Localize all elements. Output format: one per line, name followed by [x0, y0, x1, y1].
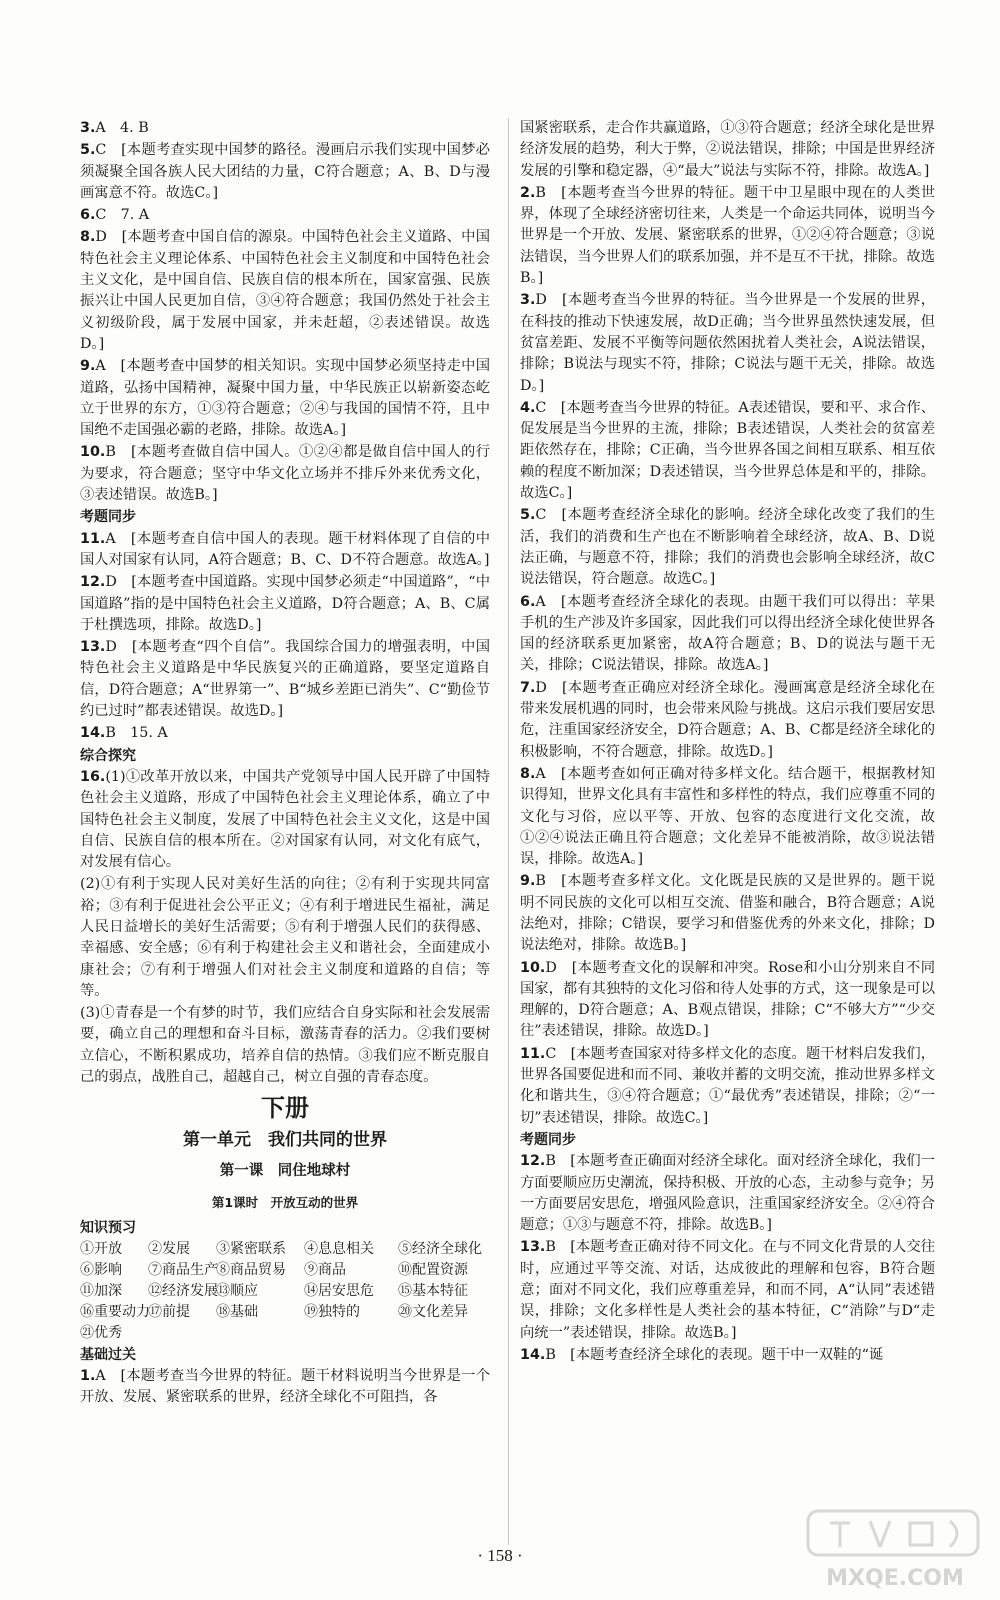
knowledge-item: ⑤经济全球化: [398, 1240, 482, 1257]
knowledge-item: ⑦商品生产: [148, 1261, 218, 1278]
period-title: 第1课时 开放互动的世界: [211, 1195, 359, 1211]
question-number: 7.: [520, 679, 536, 696]
knowledge-item: ⑲独特的: [304, 1303, 360, 1320]
answer-paragraph: [80, 1003, 490, 1088]
answer-paragraph: [520, 871, 935, 956]
answer-paragraph: [520, 1044, 935, 1129]
answer-paragraph: [80, 723, 490, 744]
answer-paragraph: [80, 356, 490, 441]
answer-paragraph: [520, 290, 935, 396]
question-number: 2.: [520, 184, 536, 201]
knowledge-preview-grid: [80, 1239, 490, 1344]
answer-text: B 15. A: [105, 725, 168, 742]
knowledge-item: ㉑优秀: [80, 1324, 122, 1341]
knowledge-item: ⑭居安思危: [304, 1282, 374, 1299]
answer-paragraph: [520, 505, 935, 590]
watermark-logo: [800, 1505, 990, 1595]
answer-text: D [本题考查文化的误解和冲突。Rose和小山分别来自不同国家，都有其独特的文化习俗和待人处事的方式，这一现象是可以理解的，D符合题意；A、B观点错误，排除；C“不够大方”“少交往”表述错误，排除。故选D。]: [520, 959, 935, 1040]
knowledge-item: ③紧密联系: [216, 1240, 286, 1257]
answer-paragraph: [80, 572, 490, 636]
section-heading: 知识预习: [80, 1219, 136, 1236]
answer-text: D [本题考查“四个自信”。我国综合国力的增强表明，中国特色社会主义道路是中华民族复兴的正确道路，要坚定道路自信，D符合题意；A“世界第一”、B“城乡差距已消失”、C“勤俭节约已过时”都表述错误。故选D。]: [80, 639, 490, 720]
page-number: · 158 ·: [477, 1546, 523, 1565]
question-number: 11.: [520, 1045, 546, 1062]
knowledge-item: ⑩配置资源: [398, 1261, 468, 1278]
question-number: 8.: [520, 765, 536, 782]
knowledge-item: ⑰前提: [148, 1303, 190, 1320]
answer-text: A [本题考查如何正确对待多样文化。结合题干，根据教材知识得知，世界文化具有丰富性和多样性的特点，我们应尊重不同的文化与习俗，应以平等、开放、包容的态度进行文化交流，故①②④说法正确且符合题意；文化差异不能被消除，故③说法错误，排除。故选A。]: [520, 765, 935, 868]
answer-paragraph: [80, 118, 490, 139]
answer-text: D [本题考查正确应对经济全球化。漫画寓意是经济全球化在带来发展机遇的同时，也会带来风险与挑战。这启示我们要居安思危，注重国家经济安全，D符合题意；A、B、C都是经济全球化的积极影响，不符合题意，排除。故选D。]: [520, 679, 935, 760]
question-number: 10.: [520, 959, 546, 976]
section-heading: 综合探究: [80, 747, 136, 764]
section-heading: 基础过关: [80, 1346, 136, 1363]
knowledge-item: ②发展: [148, 1240, 190, 1257]
question-number: 8.: [80, 229, 96, 246]
answer-paragraph: [80, 529, 490, 572]
answer-paragraph: [520, 118, 935, 182]
answer-paragraph: [80, 227, 490, 355]
question-number: 13.: [520, 1239, 546, 1256]
answer-paragraph: [520, 958, 935, 1043]
knowledge-item: ⑳文化差异: [398, 1303, 468, 1320]
answer-text: (2)①有利于实现人民对美好生活的向往；②有利于实现共同富裕；③有利于促进社会公平正义；④有利于增进民生福祉，满足人民日益增长的美好生活需要；⑤有利于增强人民们的获得感、幸福感、安全感；⑥有利于构建社会主义和谐社会，全面建成小康社会；⑦有利于增强人们对社会主义制度和道路的自信；等等。: [80, 876, 490, 999]
answer-paragraph: [520, 678, 935, 763]
knowledge-item: ⑥影响: [80, 1261, 122, 1278]
knowledge-item: ⑨商品: [304, 1261, 346, 1278]
answer-text: B [本题考查正确面对经济全球化。面对经济全球化，我们一方面要顺应历史潮流，保持积极、开放的心态，主动参与竞争；另一方面要居安思危，增强风险意识，注重国家经济安全。②④符合题意；①③与题意不符，排除。故选B。]: [520, 1153, 935, 1234]
question-number: 11.: [80, 530, 106, 547]
answer-paragraph: [80, 140, 490, 204]
answer-text: D [本题考查中国道路。实现中国梦必须走“中国道路”，“中国道路”指的是中国特色社会主义道路，D符合题意；A、B、C属于杜撰选项，排除。故选D。]: [80, 574, 490, 633]
question-number: 3.: [80, 120, 96, 136]
left-column: [80, 118, 490, 1410]
question-number: 5.: [520, 507, 536, 524]
answer-text: A [本题考查自信中国人的表现。题干材料体现了自信的中国人对国家有认同，A符合题意；B、C、D不符合题意。故选A。]: [80, 530, 490, 568]
answer-text: 国紧密联系，走合作共赢道路，①③符合题意；经济全球化是世界经济发展的趋势，利大于弊，②说法错误，排除；中国是世界经济发展的引擎和稳定器，④“最大”说法与实际不符，排除。故选A。]: [520, 120, 935, 179]
answer-paragraph: [520, 592, 935, 677]
knowledge-item: ①开放: [80, 1240, 122, 1257]
answer-text: B [本题考查正确对待不同文化。在与不同文化背景的人交往时，应通过平等交流、对话，达成彼此的理解和包容，B符合题意；面对不同文化，我们应尊重差异，和而不同，A“认同”表述错误，排除；文化多样性是人类社会的基本特征，C“消除”与D“走向统一”表述错误，排除。故选B。]: [520, 1239, 935, 1341]
answer-paragraph: [80, 637, 490, 722]
unit-title: 第一单元 我们共同的世界: [183, 1129, 387, 1150]
answer-text: D [本题考查中国自信的源泉。中国特色社会主义道路、中国特色社会主义理论体系、中国特色社会主义制度和中国特色社会主义文化，是中国自信、民族自信的根本所在，国家富强、民族振兴让中国人民更加自信，③④符合题意；我国仍然处于社会主义初级阶段，属于发展中国家，并未赶超，②表述错误。故选D。]: [80, 229, 490, 352]
knowledge-item: ⑯重要动力: [80, 1303, 150, 1320]
answer-paragraph: [520, 1345, 935, 1366]
question-number: 16.: [80, 768, 106, 785]
answer-text: C [本题考查经济全球化的影响。经济全球化改变了我们的生活，我们的消费和生产也在不断影响着全球经济，故A、B、D说法正确，与题意不符，排除；我们的消费也会影响全球经济，故C说法错误，符合题意。故选C。]: [520, 507, 935, 588]
question-number: 14.: [80, 725, 106, 742]
answer-text: B [本题考查经济全球化的表现。题干中一双鞋的“诞: [545, 1346, 884, 1363]
answer-text: A [本题考查中国梦的相关知识。实现中国梦必须坚持走中国道路，弘扬中国精神，凝聚中国力量，中华民族正以崭新姿态屹立于世界的东方，①③符合题意；②④与我国的国情不符，且中国绝不走国强必霸的老路，排除。故选A。]: [80, 358, 490, 439]
answer-paragraph: [80, 767, 490, 873]
answer-paragraph: [520, 1237, 935, 1343]
section-heading: 考题同步: [520, 1131, 576, 1148]
answer-paragraph: [80, 205, 490, 226]
answer-paragraph: [80, 442, 490, 506]
answer-paragraph: [520, 764, 935, 870]
knowledge-item: ⑬顺应: [216, 1282, 258, 1299]
answer-text: D [本题考查当今世界的特征。当今世界是一个发展的世界，在科技的推动下快速发展，故D正确；当今世界虽然快速发展，但贫富差距、发展不平衡等问题依然困扰着人类社会，A说法错误，排除；B说法与现实不符，排除；C说法与题干无关，排除。故选D。]: [520, 292, 935, 394]
answer-paragraph: [520, 1151, 935, 1236]
answer-paragraph: [80, 874, 490, 1002]
knowledge-item: ⑮基本特征: [398, 1282, 468, 1299]
question-number: 1.: [80, 1368, 96, 1385]
question-number: 12.: [80, 574, 106, 591]
right-column: [520, 118, 935, 1367]
answer-text: C [本题考查实现中国梦的路径。漫画启示我们实现中国梦必须凝聚全国各族人民大团结的力量，C符合题意；A、B、D与漫画寓意不符。故选C。]: [80, 142, 490, 201]
answer-text: B [本题考查当今世界的特征。题干中卫星眼中现在的人类世界，体现了全球经济密切往来，人类是一个命运共同体，说明当今世界是一个开放、发展、紧密联系的世界，①②④符合题意；③说法错误，当今世界人们的联系加强，并不是互不干扰，排除。故选B。]: [520, 184, 935, 287]
knowledge-item: ④息息相关: [304, 1240, 374, 1257]
question-number: 9.: [80, 358, 96, 375]
answer-text: A [本题考查当今世界的特征。题干材料说明当今世界是一个开放、发展、紧密联系的世界，经济全球化不可阻挡，各: [80, 1368, 490, 1406]
question-number: 4.: [520, 399, 536, 416]
knowledge-item: ⑱基础: [216, 1303, 258, 1320]
answer-text: A 4. B: [95, 120, 149, 136]
knowledge-item: ⑧商品贸易: [216, 1261, 286, 1278]
lesson-title: 第一课 同住地球村: [219, 1162, 351, 1179]
question-number: 9.: [520, 873, 536, 890]
question-number: 3.: [520, 292, 536, 309]
answer-paragraph: [80, 1366, 490, 1409]
question-number: 10.: [80, 444, 106, 461]
answer-paragraph: [520, 398, 935, 504]
answer-text: B [本题考查多样文化。文化既是民族的又是世界的。题干说明不同民族的文化可以相互交流、借鉴和融合，B符合题意；A说法绝对，排除；C错误，要学习和借鉴优秀的外来文化，排除；D说法绝对，排除。故选B。]: [520, 873, 935, 954]
answer-text: C [本题考查当今世界的特征。A表述错误，要和平、求合作、促发展是当今世界的主流，排除；B表述错误，人类社会的贫富差距依然存在，排除；C正确，当今世界各国之间相互联系、相互依赖的程度不断加深；D表述错误，当今世界总体是和平的，排除。故选C。]: [520, 399, 935, 502]
question-number: 6.: [520, 593, 536, 610]
section-heading: 考题同步: [80, 509, 136, 526]
answer-text: A [本题考查经济全球化的表现。由题干我们可以得出：苹果手机的生产涉及许多国家，因此我们可以得出经济全球化使世界各国的经济联系更加紧密，故A符合题意；B、D的说法与题干无关，排除；C说法错误，排除。故选A。]: [520, 593, 935, 674]
answer-text: B [本题考查做自信中国人。①②④都是做自信中国人的行为要求，符合题意；坚守中华文化立场并不排斥外来优秀文化，③表述错误。故选B。]: [80, 444, 490, 504]
answer-text: (3)①青春是一个有梦的时节，我们应结合自身实际和社会发展需要，确立自己的理想和奋斗目标，激荡青春的活力。②我们要树立信心，不断积累成功，培养自信的热情。③我们应不断克服自己的弱点，战胜自己，超越自己，树立自强的青春态度。: [80, 1005, 490, 1086]
svg-text:MXQE.COM: MXQE.COM: [826, 1566, 964, 1591]
question-number: 5.: [80, 142, 96, 159]
question-number: 14.: [520, 1346, 546, 1363]
column-divider: [508, 118, 509, 1545]
knowledge-item: ⑫经济发展: [148, 1282, 218, 1299]
question-number: 13.: [80, 639, 106, 656]
knowledge-item: ⑪加深: [80, 1282, 122, 1299]
volume-title: 下册: [261, 1094, 309, 1123]
answer-text: C [本题考查国家对待多样文化的态度。题干材料启发我们，世界各国要促进和而不同、兼收并蓄的文明交流，推动世界多样文化和谐共生，③④符合题意；①“最优秀”表述错误，排除；②“一切”表述错误，排除。故选C。]: [520, 1045, 935, 1126]
answer-text: (1)①改革开放以来，中国共产党领导中国人民开辟了中国特色社会主义道路，形成了中国特色社会主义理论体系，确立了中国特色社会主义制度，发展了中国特色社会主义文化，这是中国自信、民族自信的根本所在。②对国家有认同，对文化有底气，对发展有信心。: [80, 768, 490, 871]
answer-text: C 7. A: [95, 207, 150, 224]
answer-paragraph: [520, 183, 935, 289]
question-number: 6.: [80, 207, 96, 224]
question-number: 12.: [520, 1153, 546, 1170]
